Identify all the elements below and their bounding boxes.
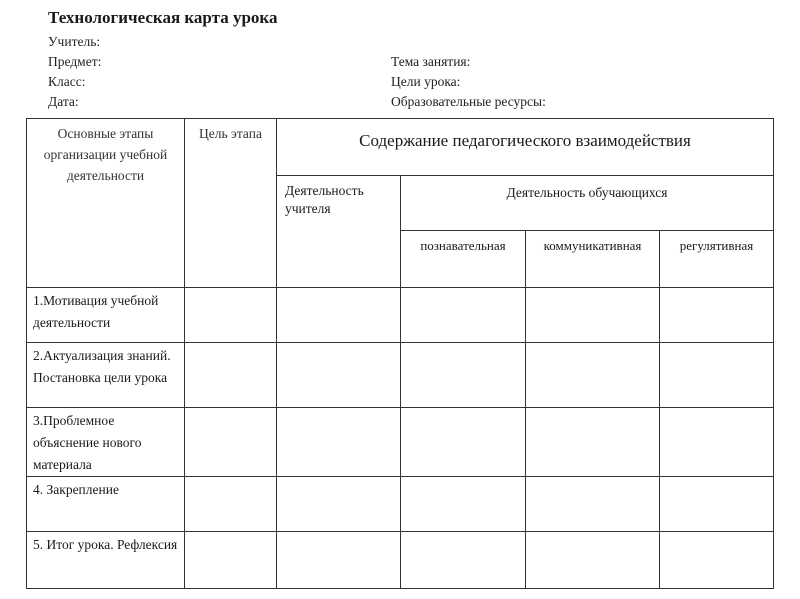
table-row bbox=[27, 532, 774, 589]
goal-cell bbox=[185, 288, 277, 343]
goals-label: Цели урока: bbox=[391, 74, 461, 89]
teacher-cell bbox=[277, 408, 401, 477]
header-communicative: коммуникативная bbox=[526, 231, 660, 288]
header-student-activity: Деятельность обучающихся bbox=[401, 176, 774, 231]
stage-cell: 3.Проблемное объяснение нового материала bbox=[27, 408, 185, 477]
goal-cell bbox=[185, 408, 277, 477]
meta-right-block bbox=[391, 52, 546, 112]
table-row bbox=[27, 343, 774, 408]
header-row-1 bbox=[27, 119, 774, 176]
regulatory-cell bbox=[660, 532, 774, 589]
header-content: Содержание педагогического взаимодействия bbox=[277, 119, 774, 176]
topic-label: Тема занятия: bbox=[391, 54, 471, 69]
header-teacher-activity: Деятельность учителя bbox=[277, 176, 401, 288]
goal-cell bbox=[185, 343, 277, 408]
header-cognitive: познавательная bbox=[401, 231, 526, 288]
stage-cell: 4. Закрепление bbox=[27, 477, 185, 532]
regulatory-cell bbox=[660, 343, 774, 408]
cognitive-cell bbox=[401, 477, 526, 532]
communicative-cell bbox=[526, 343, 660, 408]
subject-label: Предмет: bbox=[48, 54, 102, 69]
teacher-cell bbox=[277, 532, 401, 589]
meta-left-block bbox=[48, 32, 101, 112]
teacher-cell bbox=[277, 477, 401, 532]
header-goal: Цель этапа bbox=[185, 119, 277, 288]
teacher-label: Учитель: bbox=[48, 34, 101, 49]
cognitive-cell bbox=[401, 343, 526, 408]
regulatory-cell bbox=[660, 288, 774, 343]
communicative-cell bbox=[526, 477, 660, 532]
stage-cell: 1.Мотивация учебной деятельности bbox=[27, 288, 185, 343]
regulatory-cell bbox=[660, 408, 774, 477]
header-regulatory: регулятивная bbox=[660, 231, 774, 288]
communicative-cell bbox=[526, 288, 660, 343]
stage-cell: 2.Актуализация знаний. Постановка цели урока bbox=[27, 343, 185, 408]
regulatory-cell bbox=[660, 477, 774, 532]
communicative-cell bbox=[526, 532, 660, 589]
date-label: Дата: bbox=[48, 94, 79, 109]
teacher-cell bbox=[277, 343, 401, 408]
lesson-plan-table bbox=[26, 118, 774, 589]
class-label: Класс: bbox=[48, 74, 86, 89]
goal-cell bbox=[185, 532, 277, 589]
teacher-cell bbox=[277, 288, 401, 343]
table-row bbox=[27, 288, 774, 343]
table-row bbox=[27, 477, 774, 532]
cognitive-cell bbox=[401, 408, 526, 477]
cognitive-cell bbox=[401, 288, 526, 343]
stage-cell: 5. Итог урока. Рефлексия bbox=[27, 532, 185, 589]
table-row bbox=[27, 408, 774, 477]
page-title: Технологическая карта урока bbox=[48, 8, 278, 27]
cognitive-cell bbox=[401, 532, 526, 589]
goal-cell bbox=[185, 477, 277, 532]
resources-label: Образовательные ресурсы: bbox=[391, 94, 546, 109]
header-stages: Основные этапы организации учебной деятельности bbox=[27, 119, 185, 288]
communicative-cell bbox=[526, 408, 660, 477]
